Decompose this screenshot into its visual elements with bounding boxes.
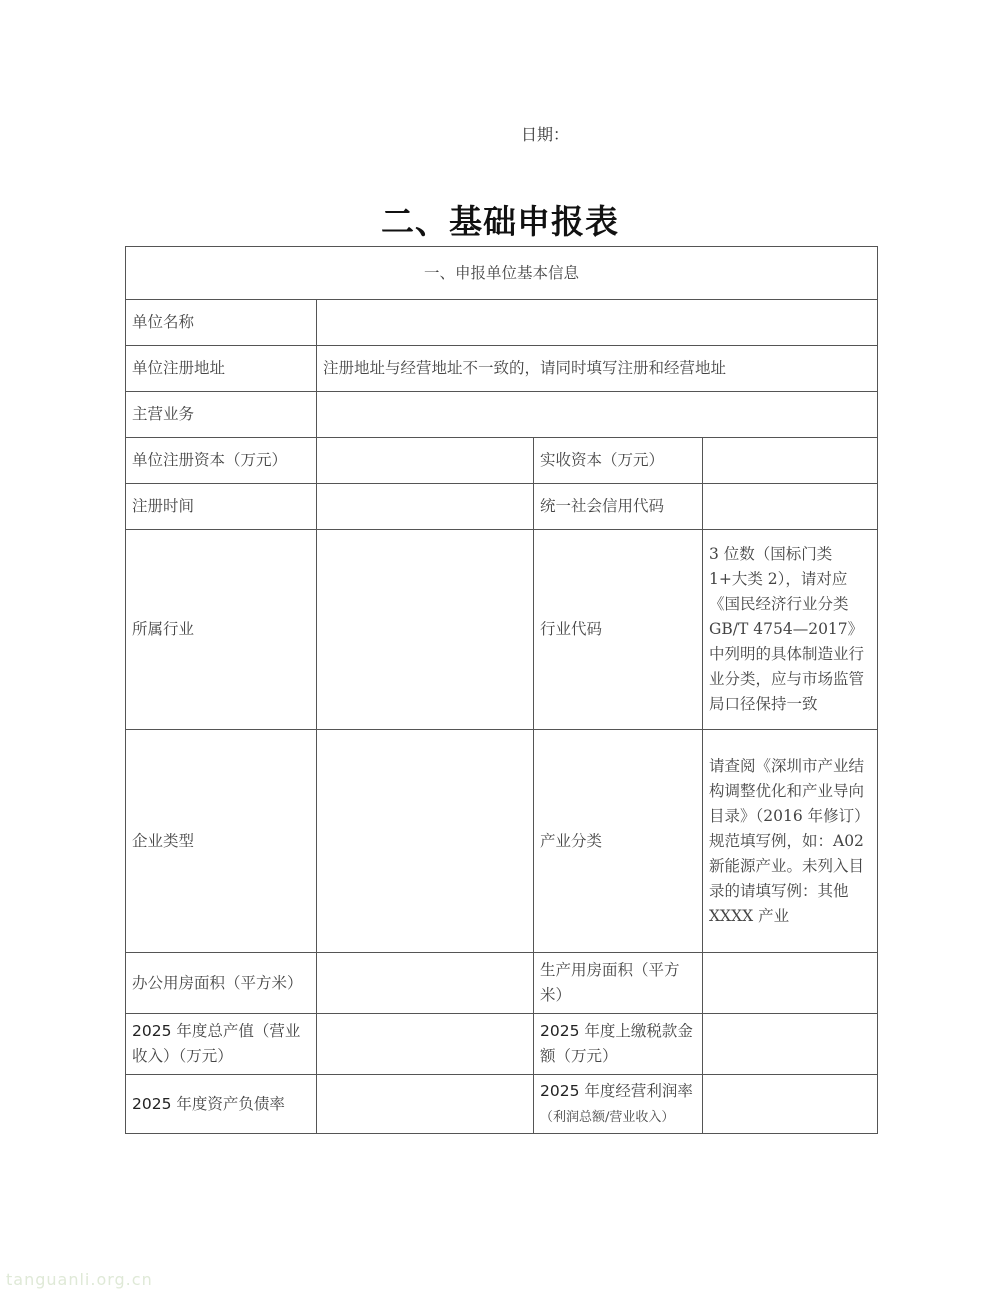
- table-row: [126, 1075, 878, 1134]
- office-area-field[interactable]: [317, 953, 534, 1014]
- total-output-field[interactable]: [317, 1014, 534, 1075]
- paid-capital-field[interactable]: [703, 438, 878, 484]
- profit-rate-label: [534, 1075, 703, 1134]
- reg-capital-field[interactable]: [317, 438, 534, 484]
- table-row: [126, 953, 878, 1014]
- watermark: tanguanli.org.cn: [6, 1270, 153, 1289]
- year-label: 2025: [132, 1094, 172, 1113]
- profit-rate-label-text: 年度经营利润率: [579, 1081, 693, 1100]
- table-row: [126, 1014, 878, 1075]
- table-row: [126, 530, 878, 730]
- profit-rate-field[interactable]: [703, 1075, 878, 1134]
- reg-address-field[interactable]: 注册地址与经营地址不一致的，请同时填写注册和经营地址: [317, 346, 878, 392]
- tax-paid-field[interactable]: [703, 1014, 878, 1075]
- table-row: [126, 392, 878, 438]
- office-area-label: 办公用房面积（平方米）: [126, 953, 317, 1014]
- industry-category-label: 产业分类: [534, 730, 703, 953]
- main-business-label: 主营业务: [126, 392, 317, 438]
- table-row: [126, 438, 878, 484]
- total-output-label: [126, 1014, 317, 1075]
- table-row: [126, 346, 878, 392]
- tax-paid-label-text: 年度上缴税款金额（万元）: [540, 1022, 693, 1065]
- table-row: [126, 730, 878, 953]
- profit-rate-sublabel: （利润总额/营业收入）: [540, 1109, 675, 1125]
- production-area-field[interactable]: [703, 953, 878, 1014]
- industry-code-field[interactable]: 3 位数（国标门类 1+大类 2），请对应《国民经济行业分类 GB/T 4754—2017》中列明的具体制造业行业分类，应与市场监管局口径保持一致: [703, 530, 878, 730]
- unit-name-field[interactable]: [317, 300, 878, 346]
- industry-category-field[interactable]: 请查阅《深圳市产业结构调整优化和产业导向目录》（2016 年修订）规范填写例，如：A02 新能源产业。未列入目录的请填写例：其他 XXXX 产业: [703, 730, 878, 953]
- reg-time-field[interactable]: [317, 484, 534, 530]
- paid-capital-label: 实收资本（万元）: [534, 438, 703, 484]
- table-row: [126, 300, 878, 346]
- debt-ratio-label-text: 年度资产负债率: [171, 1094, 285, 1113]
- date-label: 日期：: [521, 125, 570, 144]
- reg-time-label: 注册时间: [126, 484, 317, 530]
- enterprise-type-field[interactable]: [317, 730, 534, 953]
- industry-code-label: 行业代码: [534, 530, 703, 730]
- credit-code-label: 统一社会信用代码: [534, 484, 703, 530]
- table-row: [126, 484, 878, 530]
- unit-name-label: 单位名称: [126, 300, 317, 346]
- section-header-row: [126, 247, 878, 300]
- year-label: 2025: [540, 1022, 580, 1040]
- tax-paid-label: [534, 1014, 703, 1075]
- basic-info-form: [125, 246, 878, 1134]
- debt-ratio-label: [126, 1075, 317, 1134]
- reg-address-label: 单位注册地址: [126, 346, 317, 392]
- main-business-field[interactable]: [317, 392, 878, 438]
- year-label: 2025: [540, 1081, 580, 1100]
- industry-field[interactable]: [317, 530, 534, 730]
- total-output-label-text: 年度总产值（营业收入）（万元）: [132, 1022, 301, 1065]
- production-area-label: 生产用房面积（平方米）: [534, 953, 703, 1014]
- debt-ratio-field[interactable]: [317, 1075, 534, 1134]
- section-title: 一、申报单位基本信息: [126, 247, 878, 300]
- reg-capital-label: 单位注册资本（万元）: [126, 438, 317, 484]
- enterprise-type-label: 企业类型: [126, 730, 317, 953]
- year-label: 2025: [132, 1022, 172, 1040]
- credit-code-field[interactable]: [703, 484, 878, 530]
- page-title: 二、基础申报表: [381, 202, 619, 241]
- industry-label: 所属行业: [126, 530, 317, 730]
